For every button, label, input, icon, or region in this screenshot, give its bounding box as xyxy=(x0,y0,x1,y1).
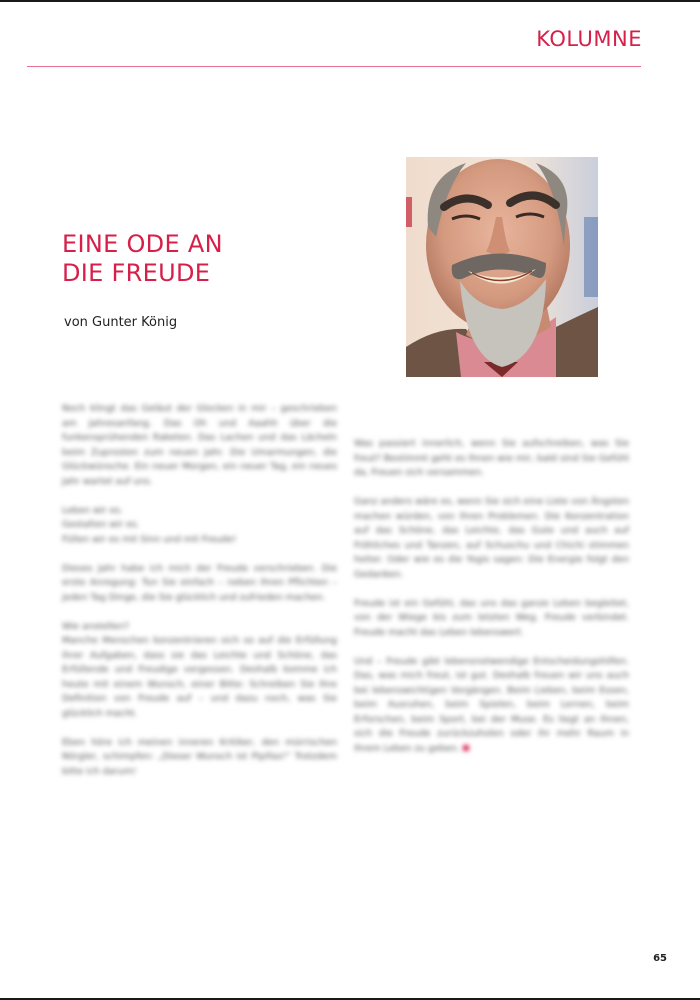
paragraph: Gestalten wir es. xyxy=(62,519,140,530)
article-byline: von Gunter König xyxy=(64,315,178,330)
paragraph-final xyxy=(354,655,629,757)
subheading: Wie anstellen? xyxy=(62,620,129,632)
article-end-mark-icon xyxy=(463,745,469,751)
article-title-line-1: EINE ODE AN xyxy=(62,230,223,258)
page-number: 65 xyxy=(653,953,667,964)
paragraph: Dieses Jahr habe ich mich der Freude verschrieben. Die erste Anregung: Tun Sie einfach – neben Ihren Pflichten – jeden Tag Dinge, die Sie glücklich und zufrieden machen. xyxy=(62,562,337,603)
paragraph: Noch klingt das Geläut der Glocken in mir – geschrieben am Jahresanfang. Das Oh und Aaahh über die funkensprühenden Raketen. Das Lachen und das Lächeln beim Zuprosten zum neuen Jahr. Die Umarmungen, die Glückwünsche. Ein neuer Morgen, ein neuer Tag, ein neues Jahr wartet auf uns. xyxy=(62,403,337,487)
paragraph: Ganz anders wäre es, wenn Sie sich eine Liste von Ängsten machen würden, von Ihren Problemen. Die Konzentration auf das Schöne, das Leichte, das Gute und auch auf Fröhliches und Tanzen, auf Schuschu und Chichi stimmen heiter. Oder wie es die Yogis sagen: Die Energie folgt den Gedanken. xyxy=(354,496,629,580)
author-portrait xyxy=(406,157,598,377)
article-title-line-2: DIE FREUDE xyxy=(62,259,211,287)
paragraph: Was passiert innerlich, wenn Sie aufschreiben, was Sie freut? Bestimmt geht es Ihnen wie mir, bald sind Sie Gefühl da, Freuen sich versammen. xyxy=(354,438,629,478)
article-body-left-column xyxy=(62,402,337,794)
paragraph: Füllen wir es mit Sinn und mit Freude! xyxy=(62,533,237,545)
paragraph: Eben höre ich meinen inneren Kritiker, den mürrischen Nörgler, schimpfen: „Dieser Wunsch ist Pipifax!“ Trotzdem bitte ich darum! xyxy=(62,736,337,777)
page-border-top xyxy=(0,0,700,2)
portrait-image xyxy=(406,157,598,377)
section-divider xyxy=(27,66,641,67)
paragraph: Leben wir es. xyxy=(62,504,123,516)
article-body-right-column xyxy=(354,437,629,771)
article-title xyxy=(62,230,223,288)
paragraph: Manche Menschen konzentrieren sich so auf die Erfüllung ihrer Aufgaben, dass sie das Leichte und Schöne, das Erfüllende und Freudige vergessen. Deshalb komme ich heute mit einem Wunsch, einer Bitte: Schreiben Sie Ihre Definition von Freude auf – und dazu noch, was Sie glücklich macht. xyxy=(62,635,337,719)
section-label: KOLUMNE xyxy=(536,27,642,51)
paragraph-text: Und – Freude gibt lebensnotwendige Entscheidungshilfen. Das, was mich freut, ist gut. Deshalb freuen wir uns auch bei lebenswichtigen Vorgängen. Beim Lieben, beim Essen, beim Ausruhen, beim Spielen, beim Lernen, beim Erforschen, beim Sport, bei der Muse. Es liegt an Ihnen, sich die Freude zurückzuholen oder ihr mehr Raum in Ihrem Leben zu geben. xyxy=(354,655,629,754)
paragraph: Freude ist ein Gefühl, das uns das ganze Leben begleitet, von der Wiege bis zum letzten Weg. Freude verbindet. Freude macht das Leben lebenswert. xyxy=(354,597,629,638)
